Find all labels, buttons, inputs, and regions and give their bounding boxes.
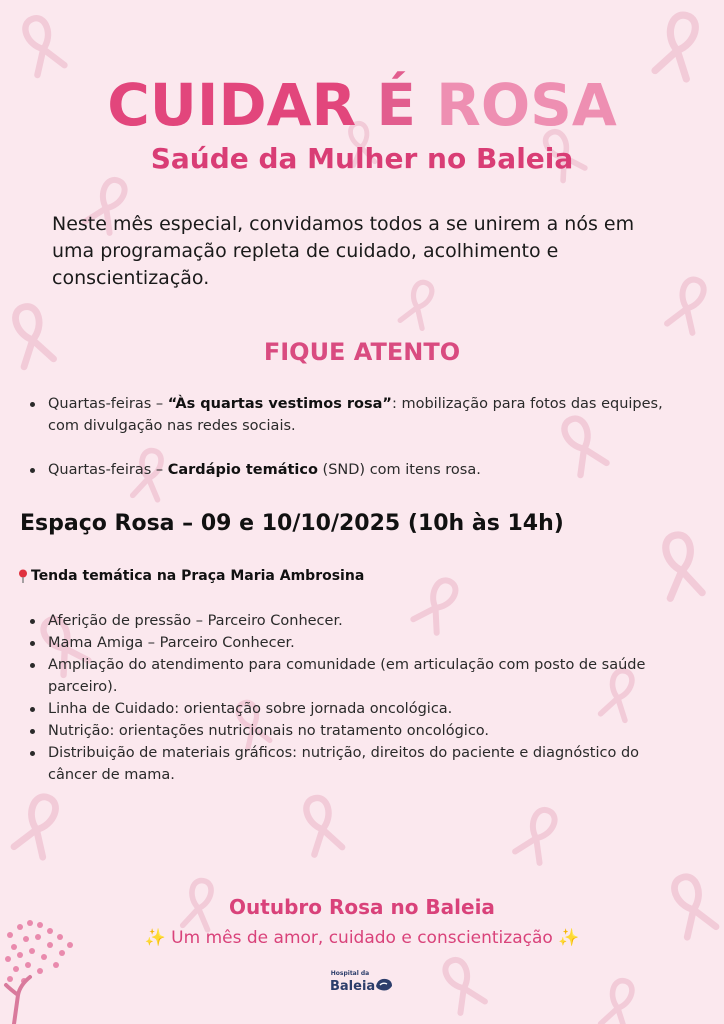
footer-title: Outubro Rosa no Baleia [229,895,495,919]
sparkle-icon: ✨ [144,928,166,948]
list-item: Mama Amiga – Parceiro Conhecer. [24,632,688,654]
list-item: Quartas-feiras – “Às quartas vestimos rosa”: mobilização para fotos das equipes, com divulgação nas redes sociais. [24,393,684,437]
list-item: Linha de Cuidado: orientação sobre jornada oncológica. [24,698,688,720]
title-part-rosa: ROSA [415,71,617,139]
list-item: Distribuição de materiais gráficos: nutrição, direitos do paciente e diagnóstico do câncer de mama. [24,742,688,786]
hospital-logo [330,970,396,1002]
footer-tagline-text: Um mês de amor, cuidado e conscientização [165,928,559,948]
logo-small-text: Hospital da [330,970,370,977]
title-part-cuidar: CUIDAR [107,71,377,139]
event-title: Espaço Rosa – 09 e 10/10/2025 (10h às 14h) [20,511,564,536]
sparkle-icon: ✨ [558,928,580,948]
attention-title: FIQUE ATENTO [263,338,461,366]
footer-tagline [0,925,724,951]
activities-list [24,610,688,786]
title-part-e: É [376,71,416,139]
attention-list [24,393,684,481]
logo-name: Baleia [330,979,376,994]
event-location [18,565,364,587]
list-item: Nutrição: orientações nutricionais no tratamento oncológico. [24,720,688,742]
page-title [0,70,724,140]
event-location-text: Tenda temática na Praça Maria Ambrosina [31,568,365,584]
list-item: Ampliação do atendimento para comunidade (em articulação com posto de saúde parceiro). [24,654,688,698]
intro-paragraph: Neste mês especial, convidamos todos a se unirem a nós em uma programação repleta de cuidado, acolhimento e conscientização. [52,213,635,289]
list-item: Aferição de pressão – Parceiro Conhecer. [24,610,688,632]
page-subtitle: Saúde da Mulher no Baleia [150,142,574,175]
whale-icon [374,976,394,994]
pin-icon [18,569,28,583]
list-item: Quartas-feiras – Cardápio temático (SND) com itens rosa. [24,459,684,481]
